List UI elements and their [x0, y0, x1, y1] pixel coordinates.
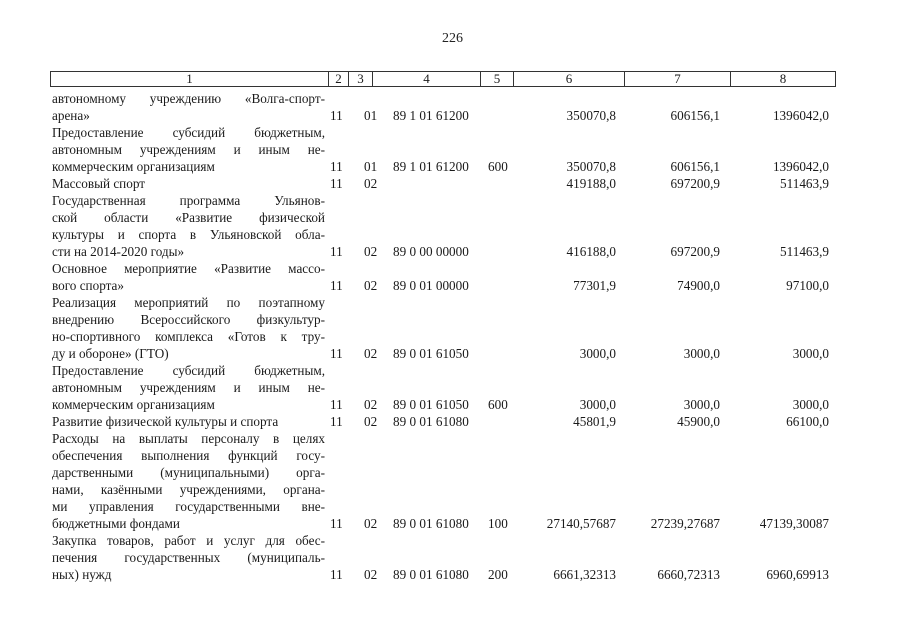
amount-year-3: 511463,9 — [780, 176, 829, 191]
row-name — [52, 430, 325, 532]
row-name — [52, 413, 325, 430]
header-col-6: 6 — [513, 72, 624, 86]
section-code: 11 — [330, 278, 343, 293]
target-article-code: 89 0 01 61050 — [393, 346, 469, 361]
expense-type-code — [488, 277, 514, 294]
table-row — [0, 175, 905, 192]
amount-year-2: 606156,1 — [670, 108, 720, 123]
header-col-8: 8 — [730, 72, 835, 86]
row-name-line: но-спортивного комплекса «Готов к тру- — [52, 329, 325, 344]
subsection-code: 02 — [364, 516, 378, 531]
row-name-line: коммерческим организациям — [52, 159, 215, 174]
row-name-line: Реализация мероприятий по поэтапному — [52, 295, 325, 310]
target-article-code — [393, 175, 485, 192]
amount-year-3: 3000,0 — [792, 346, 829, 361]
amount-year-1: 6661,32313 — [553, 567, 616, 582]
amount-year-1: 3000,0 — [579, 397, 616, 412]
amount-year-3: 1396042,0 — [772, 159, 829, 174]
row-name-line: коммерческим организациям — [52, 397, 215, 412]
row-name-line: нами, казёнными учреждениями, органа- — [52, 482, 325, 497]
expense-type-code — [488, 175, 514, 192]
subsection-code: 02 — [364, 278, 378, 293]
row-name — [52, 124, 325, 175]
page-number: 226 — [442, 31, 463, 46]
subsection-code: 02 — [364, 567, 378, 582]
amount-year-2: 3000,0 — [683, 346, 720, 361]
target-article-code: 89 1 01 61200 — [393, 159, 469, 174]
expense-type-code: 600 — [488, 397, 508, 412]
row-name — [52, 362, 325, 413]
amount-year-2: 697200,9 — [670, 176, 720, 191]
section-code: 11 — [330, 346, 343, 361]
row-name — [52, 175, 325, 192]
table-row — [0, 294, 905, 362]
row-name-line: Развитие физической культуры и спорта — [52, 414, 279, 429]
amount-year-1: 45801,9 — [573, 414, 616, 429]
subsection-code: 02 — [364, 346, 378, 361]
row-name-line: Предоставление субсидий бюджетным, — [52, 363, 325, 378]
table-row — [0, 192, 905, 260]
section-code: 11 — [330, 108, 343, 123]
amount-year-2: 606156,1 — [670, 159, 720, 174]
row-name-line: автономному учреждению «Волга-спорт- — [52, 91, 325, 106]
target-article-code: 89 0 01 61080 — [393, 567, 469, 582]
expense-type-code — [488, 413, 514, 430]
expense-type-code — [488, 107, 514, 124]
amount-year-3: 97100,0 — [786, 278, 829, 293]
amount-year-2: 45900,0 — [677, 414, 720, 429]
table-row — [0, 413, 905, 430]
amount-year-3: 6960,69913 — [766, 567, 829, 582]
row-name-line: Основное мероприятие «Развитие массо- — [52, 261, 325, 276]
row-name-line: ду и обороне» (ГТО) — [52, 346, 169, 361]
header-col-1: 1 — [186, 71, 193, 86]
amount-year-2: 74900,0 — [677, 278, 720, 293]
row-name-line: ных) нужд — [52, 567, 112, 582]
amount-year-1: 419188,0 — [566, 176, 616, 191]
header-col-2: 2 — [328, 72, 348, 86]
amount-year-3: 1396042,0 — [772, 108, 829, 123]
amount-year-3: 47139,30087 — [759, 516, 829, 531]
row-name-line: ской области «Развитие физической — [52, 210, 325, 225]
amount-year-1: 416188,0 — [566, 244, 616, 259]
table-row — [0, 430, 905, 532]
amount-year-1: 3000,0 — [579, 346, 616, 361]
amount-year-1: 350070,8 — [566, 108, 616, 123]
row-name-line: арена» — [52, 108, 90, 123]
row-name-line: ми управления государственными вне- — [52, 499, 325, 514]
row-name — [52, 532, 325, 583]
table-header — [50, 71, 836, 87]
subsection-code: 02 — [364, 414, 378, 429]
amount-year-2: 3000,0 — [683, 397, 720, 412]
section-code: 11 — [330, 567, 343, 582]
row-name — [52, 260, 325, 294]
subsection-code: 02 — [364, 176, 378, 191]
amount-year-1: 27140,57687 — [546, 516, 616, 531]
table-row — [0, 260, 905, 294]
row-name-line: автономным учреждениям и иным не- — [52, 380, 325, 395]
section-code: 11 — [330, 516, 343, 531]
amount-year-2: 697200,9 — [670, 244, 720, 259]
row-name-line: автономным учреждениям и иным не- — [52, 142, 325, 157]
subsection-code: 01 — [364, 159, 378, 174]
amount-year-1: 350070,8 — [566, 159, 616, 174]
subsection-code: 02 — [364, 397, 378, 412]
table-row — [0, 532, 905, 583]
row-name-line: бюджетными фондами — [52, 516, 180, 531]
target-article-code: 89 0 00 00000 — [393, 244, 469, 259]
target-article-code: 89 0 01 61080 — [393, 414, 469, 429]
row-name-line: культуры и спорта в Ульяновской обла- — [52, 227, 325, 242]
row-name-line: печения государственных (муниципаль- — [52, 550, 325, 565]
subsection-code: 02 — [364, 244, 378, 259]
row-name — [52, 90, 325, 124]
expense-type-code: 200 — [488, 567, 508, 582]
header-col-5: 5 — [480, 72, 513, 86]
row-name-line: вого спорта» — [52, 278, 124, 293]
section-code: 11 — [330, 176, 343, 191]
header-col-7: 7 — [624, 72, 730, 86]
amount-year-2: 6660,72313 — [657, 567, 720, 582]
row-name-line: дарственными (муниципальными) орга- — [52, 465, 325, 480]
row-name-line: внедрению Всероссийского физкультур- — [52, 312, 325, 327]
expense-type-code — [488, 345, 514, 362]
section-code: 11 — [330, 397, 343, 412]
row-name-line: Массовый спорт — [52, 176, 146, 191]
row-name-line: Предоставление субсидий бюджетным, — [52, 125, 325, 140]
row-name-line: Расходы на выплаты персоналу в целях — [52, 431, 325, 446]
header-col-4: 4 — [372, 72, 480, 86]
amount-year-3: 511463,9 — [780, 244, 829, 259]
amount-year-2: 27239,27687 — [650, 516, 720, 531]
row-name-line: обеспечения выполнения функций госу- — [52, 448, 325, 463]
amount-year-3: 3000,0 — [792, 397, 829, 412]
expense-type-code — [488, 243, 514, 260]
target-article-code: 89 0 01 00000 — [393, 278, 469, 293]
header-col-3: 3 — [348, 72, 372, 86]
section-code: 11 — [330, 414, 343, 429]
expense-type-code: 100 — [488, 516, 508, 531]
section-code: 11 — [330, 244, 343, 259]
row-name — [52, 294, 325, 362]
amount-year-3: 66100,0 — [786, 414, 829, 429]
target-article-code: 89 0 01 61080 — [393, 516, 469, 531]
row-name-line: Государственная программа Ульянов- — [52, 193, 325, 208]
row-name-line: сти на 2014-2020 годы» — [52, 244, 185, 259]
row-name-line: Закупка товаров, работ и услуг для обес- — [52, 533, 325, 548]
expense-type-code: 600 — [488, 159, 508, 174]
table-row — [0, 90, 905, 124]
subsection-code: 01 — [364, 108, 378, 123]
table-row — [0, 362, 905, 413]
target-article-code: 89 1 01 61200 — [393, 108, 469, 123]
table-row — [0, 124, 905, 175]
target-article-code: 89 0 01 61050 — [393, 397, 469, 412]
section-code: 11 — [330, 159, 343, 174]
row-name — [52, 192, 325, 260]
amount-year-1: 77301,9 — [573, 278, 616, 293]
